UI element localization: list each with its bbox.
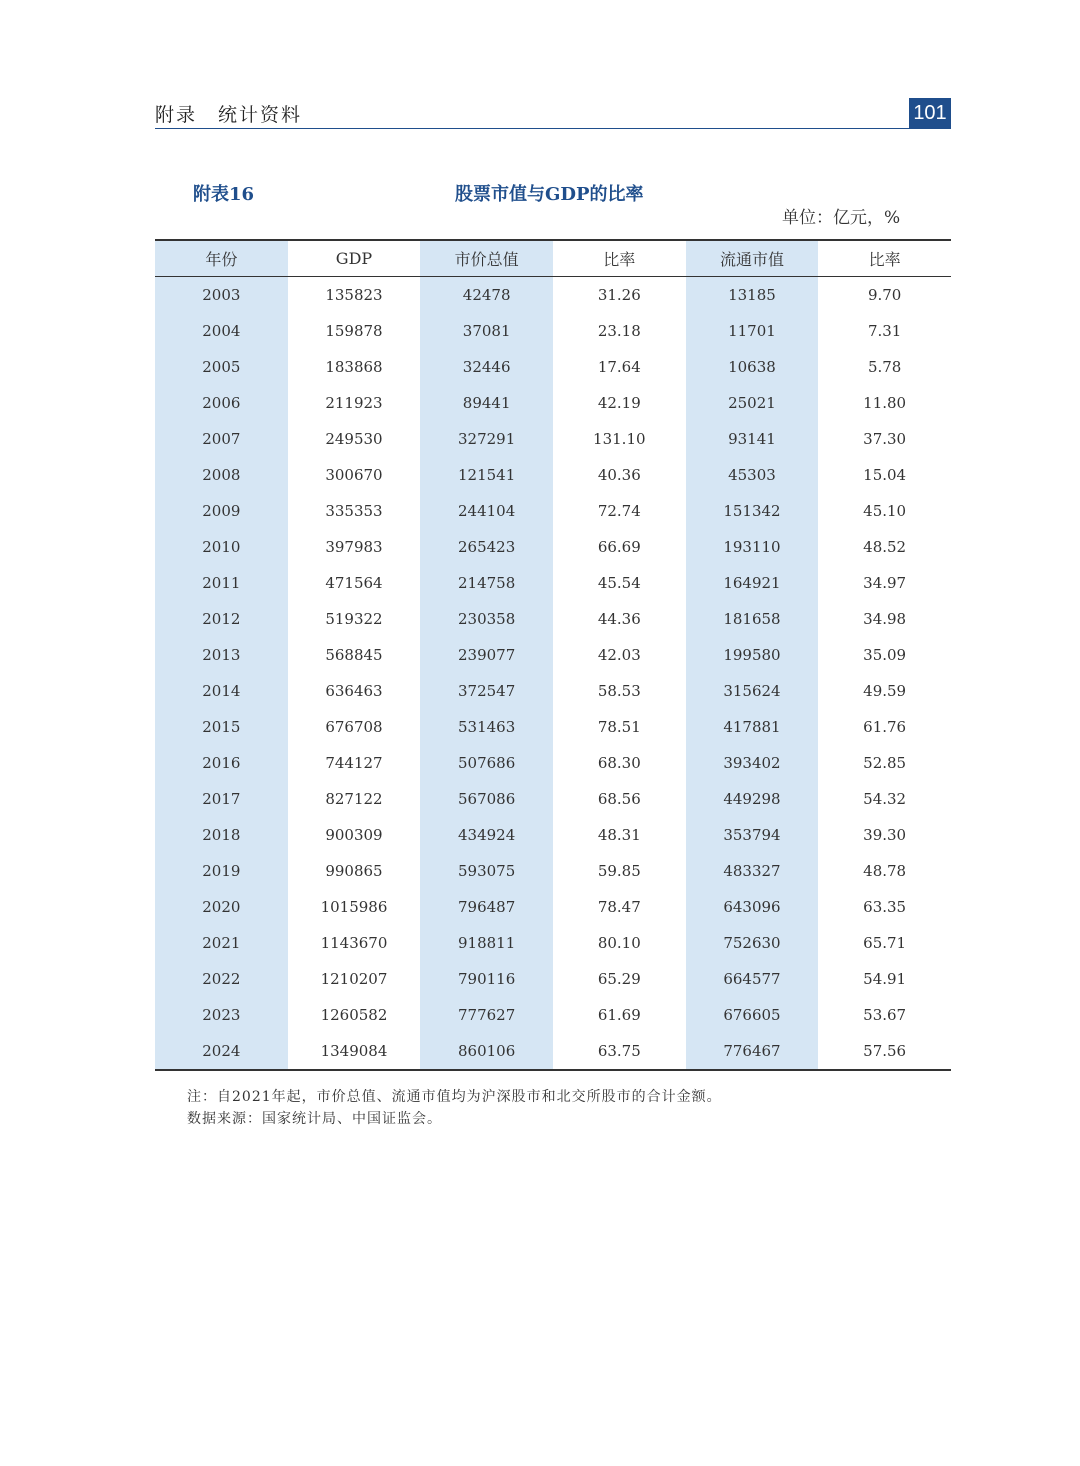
cell-gdp: 1349084	[320, 1042, 388, 1060]
table-row	[155, 1033, 951, 1070]
table-title: 股票市值与GDP的比率	[455, 184, 644, 205]
cell-float-ratio: 54.91	[863, 970, 907, 988]
cell-float-ratio: 63.35	[863, 898, 907, 916]
table-row	[155, 817, 951, 853]
cell-market-cap: 777627	[458, 1006, 516, 1024]
table-row	[155, 529, 951, 565]
cell-float-cap: 643096	[723, 898, 781, 916]
cell-market-cap: 37081	[462, 322, 511, 340]
cell-year: 2006	[202, 394, 241, 412]
cell-float-ratio: 57.56	[863, 1042, 907, 1060]
cell-float-ratio: 61.76	[863, 718, 907, 736]
cell-float-ratio: 34.98	[863, 610, 907, 628]
cell-float-ratio: 65.71	[863, 934, 907, 952]
cell-ratio: 59.85	[597, 862, 641, 880]
cell-market-cap: 507686	[458, 754, 516, 772]
cell-float-cap: 776467	[723, 1042, 781, 1060]
cell-float-cap: 13185	[728, 286, 776, 304]
cell-gdp: 159878	[325, 322, 383, 340]
cell-ratio: 78.51	[597, 718, 641, 736]
cell-float-ratio: 35.09	[863, 646, 907, 664]
data-source: 数据来源：国家统计局、中国证监会。	[187, 1111, 442, 1127]
cell-float-ratio: 34.97	[863, 574, 907, 592]
cell-market-cap: 372547	[458, 682, 516, 700]
cell-ratio: 80.10	[597, 934, 641, 952]
cell-gdp: 249530	[325, 430, 383, 448]
cell-float-ratio: 15.04	[863, 466, 907, 484]
cell-gdp: 519322	[325, 610, 383, 628]
cell-gdp: 211923	[325, 394, 383, 412]
cell-market-cap: 567086	[458, 790, 516, 808]
col-header-market-cap: 市价总值	[420, 240, 553, 277]
cell-float-cap: 164921	[723, 574, 781, 592]
cell-float-cap: 676605	[723, 1006, 781, 1024]
table-row	[155, 637, 951, 673]
table-row	[155, 781, 951, 817]
page-number: 101	[909, 98, 951, 129]
table-row	[155, 493, 951, 529]
table-row	[155, 997, 951, 1033]
cell-year: 2022	[202, 970, 241, 988]
table-label: 附表16	[193, 184, 255, 205]
cell-ratio: 48.31	[597, 826, 641, 844]
cell-float-cap: 393402	[723, 754, 781, 772]
cell-float-cap: 45303	[728, 466, 776, 484]
cell-float-cap: 664577	[723, 970, 781, 988]
cell-float-cap: 11701	[728, 322, 776, 340]
cell-year: 2009	[202, 502, 241, 520]
cell-market-cap: 790116	[458, 970, 516, 988]
cell-float-ratio: 45.10	[863, 502, 907, 520]
cell-ratio: 58.53	[597, 682, 641, 700]
cell-market-cap: 860106	[458, 1042, 516, 1060]
table-row	[155, 889, 951, 925]
cell-market-cap: 239077	[458, 646, 516, 664]
cell-gdp: 1015986	[320, 898, 388, 916]
table-row	[155, 277, 951, 314]
table-row	[155, 601, 951, 637]
cell-year: 2003	[202, 286, 241, 304]
col-header-ratio: 比率	[553, 240, 686, 277]
cell-gdp: 1210207	[320, 970, 388, 988]
cell-year: 2011	[202, 574, 241, 592]
cell-market-cap: 593075	[458, 862, 516, 880]
cell-float-cap: 417881	[723, 718, 781, 736]
cell-ratio: 42.19	[597, 394, 641, 412]
notes	[187, 1086, 722, 1130]
col-header-float-ratio: 比率	[818, 240, 951, 277]
cell-market-cap: 244104	[458, 502, 516, 520]
cell-float-cap: 353794	[723, 826, 781, 844]
cell-market-cap: 434924	[458, 826, 516, 844]
cell-float-cap: 10638	[728, 358, 776, 376]
cell-ratio: 72.74	[597, 502, 641, 520]
running-header	[155, 98, 951, 129]
table-body	[155, 277, 951, 1071]
table-row	[155, 421, 951, 457]
cell-market-cap: 32446	[462, 358, 511, 376]
cell-float-cap: 449298	[723, 790, 781, 808]
cell-float-cap: 199580	[723, 646, 781, 664]
cell-ratio: 40.36	[597, 466, 641, 484]
cell-market-cap: 918811	[458, 934, 516, 952]
cell-gdp: 1143670	[320, 934, 388, 952]
cell-gdp: 744127	[325, 754, 383, 772]
cell-ratio: 78.47	[597, 898, 641, 916]
cell-ratio: 131.10	[593, 430, 646, 448]
cell-float-ratio: 7.31	[867, 322, 902, 340]
cell-ratio: 44.36	[597, 610, 641, 628]
cell-gdp: 183868	[325, 358, 383, 376]
cell-ratio: 45.54	[597, 574, 641, 592]
table-row	[155, 313, 951, 349]
cell-ratio: 61.69	[597, 1006, 641, 1024]
cell-float-ratio: 53.67	[863, 1006, 907, 1024]
cell-float-cap: 193110	[723, 538, 781, 556]
cell-gdp: 827122	[325, 790, 383, 808]
cell-year: 2014	[202, 682, 241, 700]
cell-gdp: 471564	[325, 574, 383, 592]
unit-note: 单位：亿元，%	[782, 208, 901, 228]
col-header-gdp: GDP	[288, 240, 421, 277]
cell-year: 2018	[202, 826, 241, 844]
header-row	[155, 240, 951, 277]
cell-year: 2023	[202, 1006, 241, 1024]
table-row	[155, 349, 951, 385]
cell-market-cap: 796487	[458, 898, 516, 916]
cell-float-ratio: 52.85	[863, 754, 907, 772]
cell-float-cap: 93141	[728, 430, 776, 448]
cell-year: 2005	[202, 358, 241, 376]
cell-year: 2021	[202, 934, 241, 952]
cell-gdp: 1260582	[320, 1006, 388, 1024]
cell-float-ratio: 5.78	[867, 358, 902, 376]
cell-ratio: 31.26	[597, 286, 641, 304]
cell-ratio: 63.75	[597, 1042, 641, 1060]
cell-float-cap: 483327	[723, 862, 781, 880]
cell-gdp: 676708	[325, 718, 383, 736]
cell-year: 2020	[202, 898, 241, 916]
cell-gdp: 990865	[325, 862, 383, 880]
cell-year: 2013	[202, 646, 241, 664]
cell-year: 2016	[202, 754, 241, 772]
table-row	[155, 385, 951, 421]
data-table	[155, 239, 951, 1071]
cell-year: 2010	[202, 538, 241, 556]
cell-market-cap: 42478	[462, 286, 511, 304]
col-header-float-cap: 流通市值	[686, 240, 819, 277]
cell-gdp: 397983	[325, 538, 383, 556]
cell-float-cap: 151342	[723, 502, 781, 520]
table-row	[155, 457, 951, 493]
cell-market-cap: 230358	[458, 610, 516, 628]
cell-year: 2019	[202, 862, 241, 880]
cell-year: 2004	[202, 322, 241, 340]
table-row	[155, 961, 951, 997]
cell-float-ratio: 11.80	[863, 394, 907, 412]
cell-market-cap: 89441	[462, 394, 511, 412]
cell-float-cap: 181658	[723, 610, 781, 628]
cell-ratio: 42.03	[597, 646, 641, 664]
cell-ratio: 17.64	[597, 358, 641, 376]
cell-year: 2012	[202, 610, 241, 628]
section-title: 附录 统计资料	[155, 104, 303, 126]
col-header-year: 年份	[155, 240, 288, 277]
table-row	[155, 709, 951, 745]
cell-ratio: 65.29	[597, 970, 641, 988]
cell-year: 2015	[202, 718, 241, 736]
cell-float-cap: 752630	[723, 934, 781, 952]
cell-gdp: 300670	[325, 466, 383, 484]
cell-gdp: 568845	[325, 646, 383, 664]
cell-ratio: 66.69	[597, 538, 641, 556]
table-row	[155, 745, 951, 781]
cell-gdp: 335353	[325, 502, 383, 520]
table-row	[155, 853, 951, 889]
cell-year: 2007	[202, 430, 241, 448]
table-row	[155, 925, 951, 961]
cell-year: 2008	[202, 466, 241, 484]
cell-float-cap: 25021	[728, 394, 776, 412]
cell-year: 2017	[202, 790, 241, 808]
cell-ratio: 68.30	[597, 754, 641, 772]
cell-market-cap: 265423	[458, 538, 516, 556]
cell-gdp: 135823	[325, 286, 383, 304]
cell-float-ratio: 9.70	[867, 286, 902, 304]
cell-float-ratio: 54.32	[863, 790, 907, 808]
footnote: 注：自2021年起，市价总值、流通市值均为沪深股市和北交所股市的合计金额。	[187, 1089, 722, 1105]
cell-float-ratio: 37.30	[863, 430, 907, 448]
cell-float-ratio: 48.78	[863, 862, 907, 880]
cell-float-cap: 315624	[723, 682, 781, 700]
cell-gdp: 900309	[325, 826, 383, 844]
cell-ratio: 23.18	[597, 322, 641, 340]
cell-market-cap: 214758	[458, 574, 516, 592]
cell-market-cap: 531463	[458, 718, 516, 736]
cell-ratio: 68.56	[597, 790, 641, 808]
cell-market-cap: 121541	[458, 466, 516, 484]
cell-float-ratio: 48.52	[863, 538, 907, 556]
table-row	[155, 565, 951, 601]
cell-float-ratio: 49.59	[863, 682, 907, 700]
cell-float-ratio: 39.30	[863, 826, 907, 844]
cell-gdp: 636463	[325, 682, 383, 700]
cell-year: 2024	[202, 1042, 241, 1060]
cell-market-cap: 327291	[458, 430, 516, 448]
table-row	[155, 673, 951, 709]
